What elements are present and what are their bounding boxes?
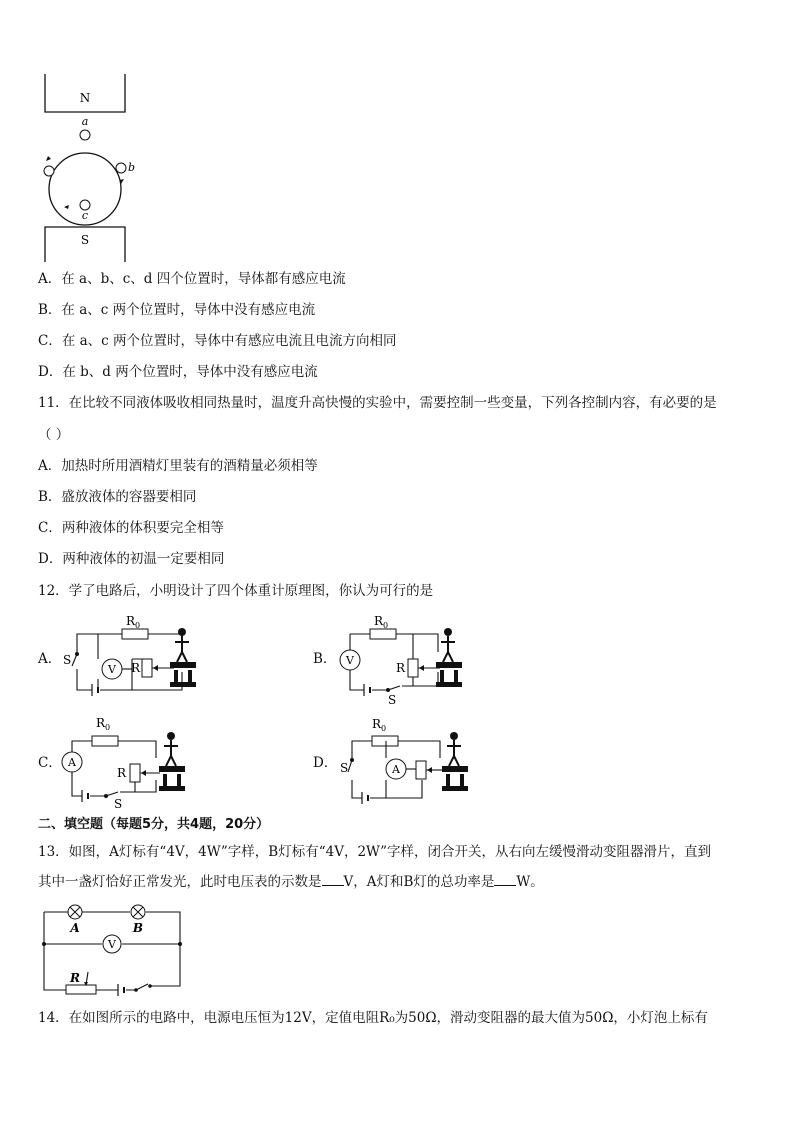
r-label: R: [117, 766, 127, 780]
q11-option-a: A．加热时所用酒精灯里装有的酒精量必须相等: [38, 458, 318, 474]
q11-stem: 11．在比较不同液体吸收相同热量时，温度升高快慢的实验中，需要控制一些变量，下列各控制内容，有必要的是: [38, 395, 717, 411]
ammeter-label: A: [68, 756, 76, 769]
q13-circuit: [40, 902, 190, 998]
q13-line2: [38, 873, 544, 891]
voltmeter-label: V: [108, 938, 116, 951]
q13-line2-part2: V，A灯和B灯的总功率是: [343, 874, 495, 890]
north-pole-label: N: [79, 91, 91, 105]
q12-label-a: A．: [38, 651, 62, 667]
q13-line1: 13．如图，A灯标有“4V，4W”字样，B灯标有“4V，2W”字样，闭合开关，从右向左缓慢滑动变阻器滑片，直到: [38, 844, 712, 860]
q11-option-c: C．两种液体的体积要完全相等: [38, 520, 224, 536]
q13-blank-power[interactable]: [494, 873, 516, 886]
q12-label-d: D．: [313, 755, 338, 771]
q13-blank-voltage[interactable]: [322, 873, 344, 886]
switch-label: S: [114, 797, 123, 811]
r0-label: $R_0$: [96, 716, 111, 732]
magnet-coil-figure: [40, 72, 140, 262]
q12-circuit-c: [60, 716, 220, 811]
switch-label: S: [388, 693, 397, 707]
r-label: R: [131, 661, 141, 675]
pos-b-label: b: [128, 161, 136, 174]
lamp-a-label: A: [70, 921, 80, 935]
q11-option-b: B．盛放液体的容器要相同: [38, 489, 197, 505]
q11-option-d: D．两种液体的初温一定要相同: [38, 551, 225, 567]
r0-label: $R_0$: [126, 614, 141, 630]
switch-label: S: [63, 653, 72, 667]
section-heading-fill-blank: 二、填空题（每题5分，共4题，20分）: [38, 817, 270, 832]
q11-answer-bracket: （ ）: [38, 427, 70, 443]
pos-a-label: a: [81, 115, 89, 128]
q12-circuit-d: [338, 716, 498, 808]
switch-label: S: [340, 761, 349, 775]
q14-line1: 14．在如图所示的电路中，电源电压恒为12V，定值电阻R₀为50Ω，滑动变阻器的最大值为50Ω，小灯泡上标有: [38, 1010, 708, 1026]
q10-option-d: D．在 b、d 两个位置时，导体中没有感应电流: [38, 364, 318, 380]
q12-label-b: B．: [313, 651, 337, 667]
voltmeter-label: V: [346, 654, 354, 667]
q13-line2-part3: W。: [516, 874, 544, 890]
south-pole-label: S: [80, 233, 90, 247]
q10-option-a: A．在 a、b、c、d 四个位置时，导体都有感应电流: [38, 271, 346, 287]
r0-label: $R_0$: [374, 614, 389, 630]
q12-circuit-b: [336, 614, 496, 707]
rheostat-label: R: [70, 971, 80, 985]
r0-label: $R_0$: [372, 717, 387, 733]
pos-c-label: c: [81, 209, 89, 222]
ammeter-label: A: [392, 763, 400, 776]
lamp-b-label: B: [132, 921, 144, 935]
q10-option-c: C．在 a、c 两个位置时，导体中有感应电流且电流方向相同: [38, 333, 397, 349]
voltmeter-label: V: [108, 663, 116, 676]
q13-line2-part1: 其中一盏灯恰好正常发光，此时电压表的示数是: [38, 874, 322, 890]
q12-circuit-a: [62, 614, 222, 694]
q12-label-c: C．: [38, 755, 62, 771]
q12-stem: 12．学了电路后，小明设计了四个体重计原理图，你认为可行的是: [38, 583, 434, 599]
q10-option-b: B．在 a、c 两个位置时，导体中没有感应电流: [38, 302, 316, 318]
r-label: R: [396, 661, 406, 675]
